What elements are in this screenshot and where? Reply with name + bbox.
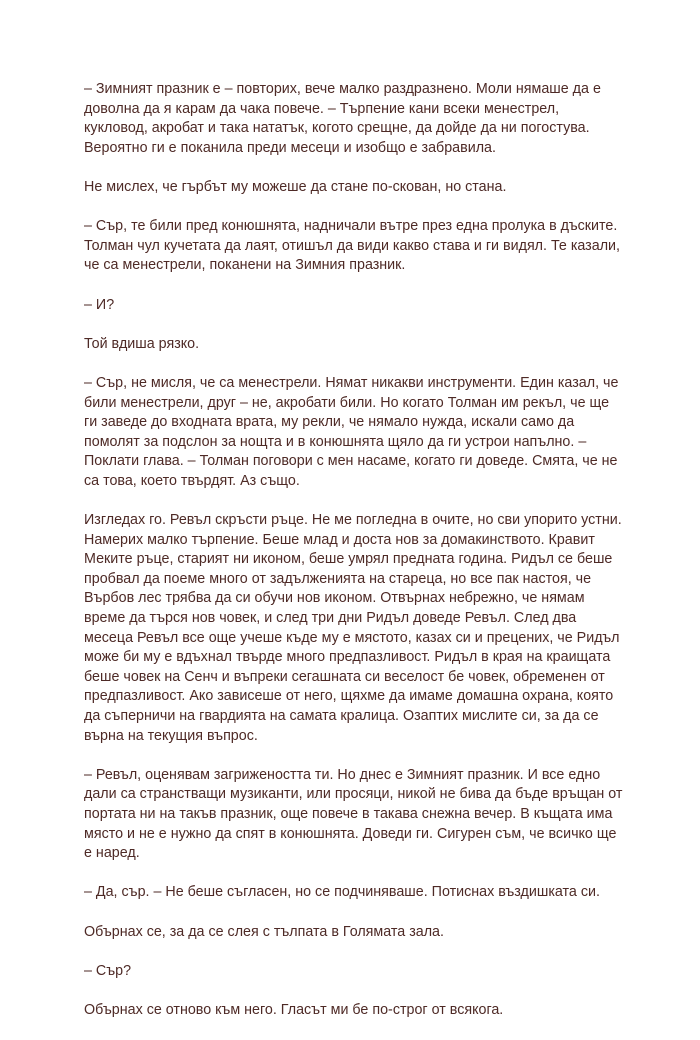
paragraph-2: Не мислех, че гърбът му можеше да стане по-скован, но стана.: [84, 178, 507, 195]
paragraph-8: – Ревъл, оценявам загрижеността ти. Но днес е Зимният празник. И все едно дали са странстващи музиканти, или просяци, никой не бива да бъде връщан от портата ни на такъв празник, още повече в такава снежна вечер. В къщата има място и не е нужно да спят в конюшнята. Доведи ги. Сигурен съм, че всичко ще е наред.: [84, 766, 623, 862]
paragraph-6: – Сър, не мисля, че са менестрели. Нямат никакви инструменти. Един казал, че били менестрели, друг – не, акробати били. Но когато Толман им рекъл, че ще ги заведе до входната врата, му рекли, че нямало нужда, искали само да помолят за подслон за нощта и в конюшнята щяло да ги устрои напълно. – Поклати глава. – Толман поговори с мен насаме, когато ги доведе. Смята, че не са това, което твърдят. Аз също.: [84, 374, 619, 489]
paragraph-11: – Сър?: [84, 962, 132, 979]
paragraph-9: – Да, сър. – Не беше съгласен, но се подчиняваше. Потиснах въздишката си.: [84, 884, 600, 901]
paragraph-3: – Сър, те били пред конюшнята, надничали вътре през една пролука в дъските. Толман чул кучетата да лаят, отишъл да види какво става и ги видял. Те казали, че са менестрели, поканени на Зимния празник.: [84, 218, 620, 274]
paragraph-4: – И?: [84, 296, 115, 313]
paragraph-1: – Зимният празник е – повторих, вече малко раздразнено. Моли нямаше да е доволна да я карам да чака повече. – Търпение кани всеки менестрел, кукловод, акробат и така нататък, когото срещне, да дойде да ни погостува. Вероятно ги е поканила преди месеци и изобщо е забравила.: [84, 81, 601, 156]
paragraph-7: Изгледах го. Ревъл скръсти ръце. Не ме погледна в очите, но сви упорито устни. Намерих малко търпение. Беше млад и доста нов за домакинството. Кравит Меките ръце, старият ни иконом, беше умрял предната година. Ридъл се беше пробвал да поеме много от задълженията на стареца, но все пак настоя, че Върбов лес трябва да си обучи нов иконом. Отвърнах небрежно, че нямам време да търся нов човек, и след три дни Ридъл доведе Ревъл. След два месеца Ревъл все още учеше къде му е мястото, казах си и прецених, че Ридъл може би му е вдъхнал твърде много предпазливост. Ридъл в края на краищата беше човек на Сенч и въпреки сегашната си веселост бе човек, обременен от предпазливост. Ако зависеше от него, щяхме да имаме домашна охрана, която да съперничи на гвардията на самата кралица. Озаптих мислите си, за да се върна на текущия въпрос.: [84, 512, 622, 744]
paragraph-12: Обърнах се отново към него. Гласът ми бе по-строг от всякога.: [84, 1001, 504, 1018]
document-body: [84, 80, 626, 1040]
paragraph-10: Обърнах се, за да се слея с тълпата в Голямата зала.: [84, 923, 444, 940]
paragraph-5: Той вдиша рязко.: [84, 335, 200, 352]
